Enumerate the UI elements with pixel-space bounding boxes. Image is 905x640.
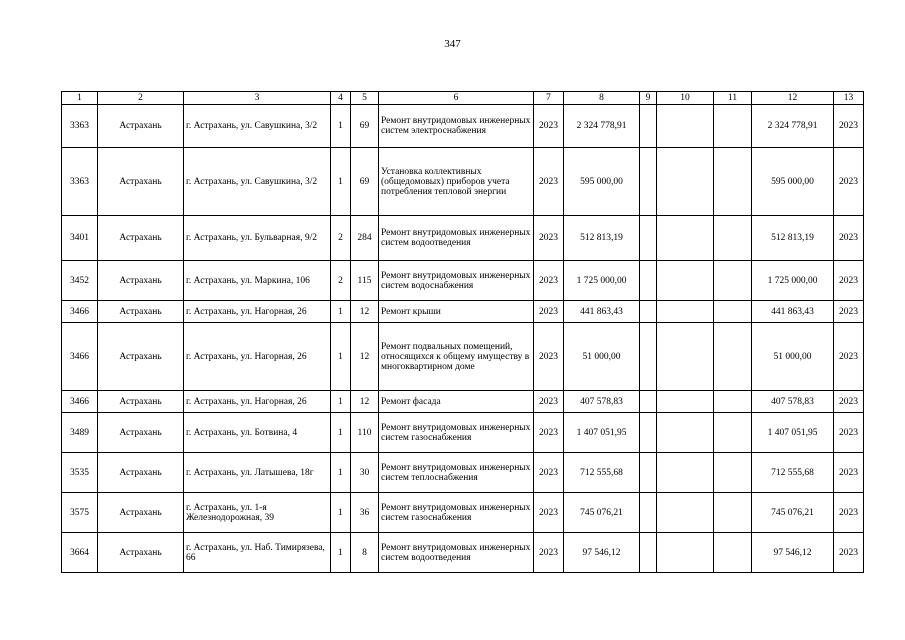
cell-col11 (714, 148, 752, 216)
cell-amount: 97 546,12 (564, 533, 640, 573)
cell-col9 (640, 323, 657, 391)
column-header: 2 (98, 92, 184, 105)
cell-address: г. Астрахань, ул. Латышева, 18г (184, 453, 331, 493)
cell-amount: 51 000,00 (564, 323, 640, 391)
column-header: 4 (331, 92, 351, 105)
cell-col5: 69 (351, 105, 379, 148)
cell-work-type: Ремонт внутридомовых инженерных систем водоотведения (379, 533, 534, 573)
cell-record-id: 3489 (62, 413, 98, 453)
cell-col4: 1 (331, 413, 351, 453)
cell-col11 (714, 105, 752, 148)
cell-col4: 2 (331, 261, 351, 301)
cell-municipality: Астрахань (98, 216, 184, 261)
cell-municipality: Астрахань (98, 261, 184, 301)
cell-col11 (714, 323, 752, 391)
cell-year: 2023 (534, 391, 564, 413)
cell-total: 97 546,12 (752, 533, 834, 573)
cell-col5: 115 (351, 261, 379, 301)
cell-work-type: Установка коллективных (общедомовых) приборов учета потребления тепловой энергии (379, 148, 534, 216)
cell-col10 (657, 261, 714, 301)
cell-amount: 512 813,19 (564, 216, 640, 261)
column-header: 6 (379, 92, 534, 105)
cell-col4: 1 (331, 148, 351, 216)
cell-municipality: Астрахань (98, 391, 184, 413)
cell-col5: 12 (351, 391, 379, 413)
cell-record-id: 3401 (62, 216, 98, 261)
cell-end-year: 2023 (834, 391, 864, 413)
cell-col9 (640, 533, 657, 573)
cell-total: 2 324 778,91 (752, 105, 834, 148)
cell-work-type: Ремонт внутридомовых инженерных систем газоснабжения (379, 413, 534, 453)
cell-year: 2023 (534, 323, 564, 391)
cell-municipality: Астрахань (98, 413, 184, 453)
cell-work-type: Ремонт фасада (379, 391, 534, 413)
cell-end-year: 2023 (834, 323, 864, 391)
cell-amount: 712 555,68 (564, 453, 640, 493)
cell-record-id: 3466 (62, 391, 98, 413)
cell-end-year: 2023 (834, 105, 864, 148)
cell-year: 2023 (534, 301, 564, 323)
table-row (62, 413, 864, 453)
cell-col10 (657, 323, 714, 391)
cell-col5: 284 (351, 216, 379, 261)
cell-end-year: 2023 (834, 493, 864, 533)
cell-col4: 1 (331, 391, 351, 413)
cell-end-year: 2023 (834, 216, 864, 261)
cell-col11 (714, 261, 752, 301)
column-header: 9 (640, 92, 657, 105)
cell-municipality: Астрахань (98, 301, 184, 323)
cell-col5: 12 (351, 323, 379, 391)
cell-address: г. Астрахань, ул. 1-я Железнодорожная, 39 (184, 493, 331, 533)
cell-col9 (640, 148, 657, 216)
cell-col11 (714, 301, 752, 323)
cell-end-year: 2023 (834, 533, 864, 573)
table-row (62, 493, 864, 533)
cell-municipality: Астрахань (98, 323, 184, 391)
cell-end-year: 2023 (834, 453, 864, 493)
header-row (62, 92, 864, 105)
column-header: 3 (184, 92, 331, 105)
cell-col10 (657, 148, 714, 216)
cell-col4: 1 (331, 301, 351, 323)
cell-total: 1 407 051,95 (752, 413, 834, 453)
column-header: 13 (834, 92, 864, 105)
cell-work-type: Ремонт внутридомовых инженерных систем водоснабжения (379, 261, 534, 301)
cell-col5: 110 (351, 413, 379, 453)
cell-address: г. Астрахань, ул. Нагорная, 26 (184, 323, 331, 391)
cell-total: 595 000,00 (752, 148, 834, 216)
cell-record-id: 3664 (62, 533, 98, 573)
cell-amount: 595 000,00 (564, 148, 640, 216)
cell-col11 (714, 533, 752, 573)
cell-address: г. Астрахань, ул. Нагорная, 26 (184, 301, 331, 323)
column-header: 8 (564, 92, 640, 105)
cell-col9 (640, 493, 657, 533)
cell-col10 (657, 301, 714, 323)
cell-total: 712 555,68 (752, 453, 834, 493)
cell-year: 2023 (534, 216, 564, 261)
cell-work-type: Ремонт подвальных помещений, относящихся к общему имуществу в многоквартирном доме (379, 323, 534, 391)
cell-col10 (657, 105, 714, 148)
cell-end-year: 2023 (834, 261, 864, 301)
cell-end-year: 2023 (834, 301, 864, 323)
cell-col10 (657, 216, 714, 261)
cell-end-year: 2023 (834, 413, 864, 453)
cell-col9 (640, 261, 657, 301)
cell-total: 512 813,19 (752, 216, 834, 261)
cell-col11 (714, 453, 752, 493)
cell-col9 (640, 216, 657, 261)
cell-address: г. Астрахань, ул. Нагорная, 26 (184, 391, 331, 413)
cell-record-id: 3575 (62, 493, 98, 533)
cell-amount: 1 407 051,95 (564, 413, 640, 453)
table-row (62, 148, 864, 216)
cell-work-type: Ремонт внутридомовых инженерных систем электроснабжения (379, 105, 534, 148)
cell-record-id: 3452 (62, 261, 98, 301)
cell-col5: 36 (351, 493, 379, 533)
cell-municipality: Астрахань (98, 148, 184, 216)
cell-amount: 1 725 000,00 (564, 261, 640, 301)
cell-col11 (714, 391, 752, 413)
cell-year: 2023 (534, 453, 564, 493)
cell-address: г. Астрахань, ул. Ботвина, 4 (184, 413, 331, 453)
cell-col9 (640, 105, 657, 148)
cell-address: г. Астрахань, ул. Маркина, 106 (184, 261, 331, 301)
cell-col4: 2 (331, 216, 351, 261)
cell-total: 1 725 000,00 (752, 261, 834, 301)
cell-year: 2023 (534, 413, 564, 453)
table-row (62, 323, 864, 391)
cell-col5: 69 (351, 148, 379, 216)
cell-col10 (657, 493, 714, 533)
cell-work-type: Ремонт крыши (379, 301, 534, 323)
cell-address: г. Астрахань, ул. Савушкина, 3/2 (184, 105, 331, 148)
cell-work-type: Ремонт внутридомовых инженерных систем теплоснабжения (379, 453, 534, 493)
cell-col4: 1 (331, 453, 351, 493)
page-number: 347 (444, 38, 461, 50)
cell-col4: 1 (331, 105, 351, 148)
cell-col5: 30 (351, 453, 379, 493)
cell-address: г. Астрахань, ул. Наб. Тимирязева, 66 (184, 533, 331, 573)
table-row (62, 105, 864, 148)
cell-municipality: Астрахань (98, 453, 184, 493)
column-header: 11 (714, 92, 752, 105)
cell-year: 2023 (534, 493, 564, 533)
cell-record-id: 3363 (62, 105, 98, 148)
cell-amount: 2 324 778,91 (564, 105, 640, 148)
table-row (62, 261, 864, 301)
column-header: 10 (657, 92, 714, 105)
cell-col10 (657, 533, 714, 573)
cell-amount: 441 863,43 (564, 301, 640, 323)
cell-col4: 1 (331, 533, 351, 573)
cell-col9 (640, 453, 657, 493)
cell-amount: 407 578,83 (564, 391, 640, 413)
cell-total: 407 578,83 (752, 391, 834, 413)
table-row (62, 533, 864, 573)
cell-total: 441 863,43 (752, 301, 834, 323)
cell-total: 51 000,00 (752, 323, 834, 391)
cell-col5: 8 (351, 533, 379, 573)
cell-col4: 1 (331, 323, 351, 391)
cell-address: г. Астрахань, ул. Савушкина, 3/2 (184, 148, 331, 216)
cell-year: 2023 (534, 148, 564, 216)
table-row (62, 453, 864, 493)
column-header: 5 (351, 92, 379, 105)
cell-col11 (714, 493, 752, 533)
cell-municipality: Астрахань (98, 493, 184, 533)
table-row (62, 301, 864, 323)
cell-record-id: 3466 (62, 301, 98, 323)
cell-total: 745 076,21 (752, 493, 834, 533)
cell-address: г. Астрахань, ул. Бульварная, 9/2 (184, 216, 331, 261)
cell-col11 (714, 216, 752, 261)
cell-col4: 1 (331, 493, 351, 533)
cell-end-year: 2023 (834, 148, 864, 216)
cell-col10 (657, 413, 714, 453)
table-row (62, 216, 864, 261)
cell-col10 (657, 391, 714, 413)
table-row (62, 391, 864, 413)
cell-col11 (714, 413, 752, 453)
cell-record-id: 3535 (62, 453, 98, 493)
cell-col9 (640, 301, 657, 323)
column-header: 12 (752, 92, 834, 105)
cell-year: 2023 (534, 105, 564, 148)
register-table (61, 91, 864, 573)
cell-col5: 12 (351, 301, 379, 323)
cell-col10 (657, 453, 714, 493)
cell-record-id: 3466 (62, 323, 98, 391)
cell-record-id: 3363 (62, 148, 98, 216)
column-header: 7 (534, 92, 564, 105)
column-header: 1 (62, 92, 98, 105)
cell-municipality: Астрахань (98, 533, 184, 573)
cell-year: 2023 (534, 533, 564, 573)
cell-work-type: Ремонт внутридомовых инженерных систем газоснабжения (379, 493, 534, 533)
cell-municipality: Астрахань (98, 105, 184, 148)
cell-amount: 745 076,21 (564, 493, 640, 533)
cell-col9 (640, 391, 657, 413)
cell-work-type: Ремонт внутридомовых инженерных систем водоотведения (379, 216, 534, 261)
cell-year: 2023 (534, 261, 564, 301)
cell-col9 (640, 413, 657, 453)
